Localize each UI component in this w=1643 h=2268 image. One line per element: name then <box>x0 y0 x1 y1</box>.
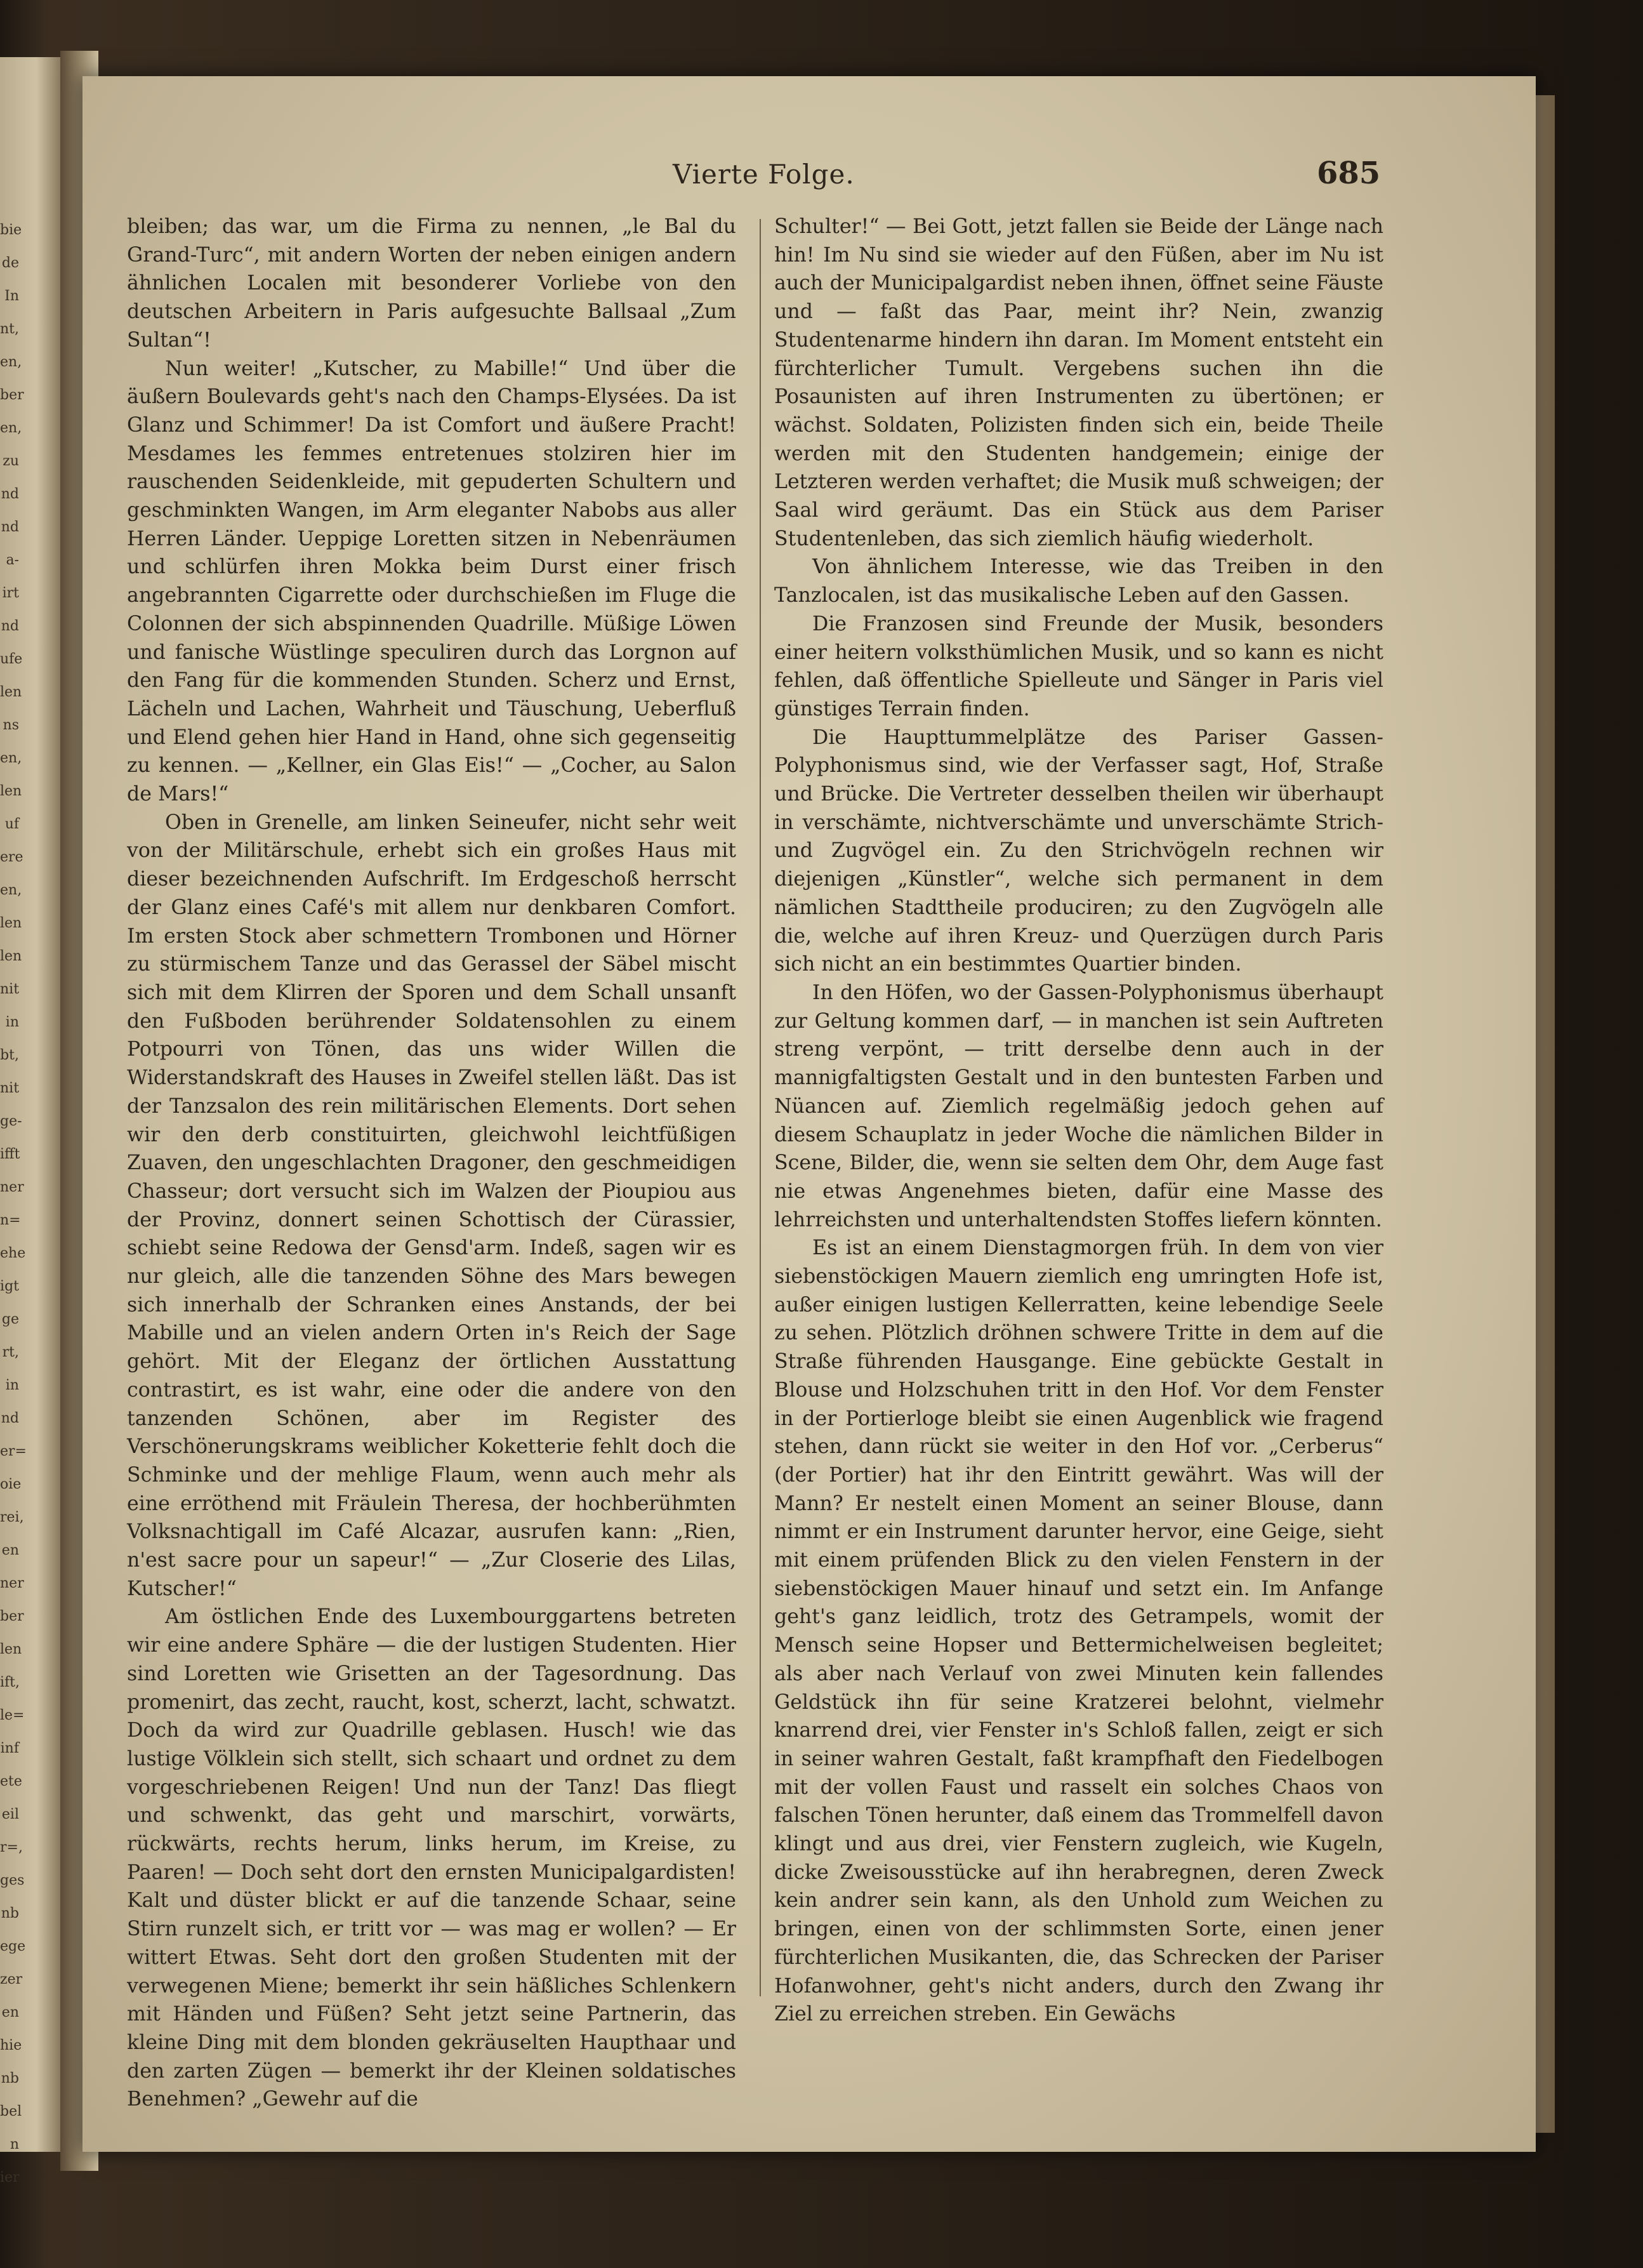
facing-page-fragment: len <box>0 915 22 931</box>
facing-page-fragment: nit <box>0 981 20 997</box>
paragraph: Es ist an einem Dienstagmorgen früh. In dem von vier siebenstöckigen Mauern ziemlich eng umringten Hofe ist, außer einigen lustigen Kellerratten, keine lebendige Seele zu sehen. Plötzlich dröhnen schwere Tritte in dem auf die Straße führenden Hausgange. Eine gebückte Gestalt in Blouse und Holzschuhen tritt in den Hof. Vor dem Fenster in der Portierloge bleibt sie einen Augenblick wie fragend stehen, dann rückt sie weiter in den Hof vor. „Cerberus“ (der Portier) hat ihr den Eintritt gewährt. Was will der Mann? Er nestelt einen Moment an seiner Blouse, dann nimmt er ein Instrument darunter hervor, eine Geige, sieht mit einem prüfenden Blick zu den vielen Fenstern in der siebenstöckigen Mauer hinauf und setzt ein. Im Anfange geht's ganz leidlich, trotz des Getrampels, womit der Mensch seine Hopser und Bettermichelweisen begleitet; als aber nach Verlauf von zwei Minuten kein fallendes Geldstück ihn für seine Kratzerei belohnt, vielmehr knarrend drei, vier Fenster in's Schloß fallen, zeigt er sich in seiner wahren Gestalt, faßt krampfhaft den Fiedelbogen mit der vollen Faust und rasselt ein solches Chaos von falschen Tönen herunter, daß einem das Trommelfell davon klingt und aus drei, vier Fenstern zugleich, wie Kugeln, dicke Zweisousstücke auf ihn herabregnen, deren Zweck kein andrer sein kann, als den Unhold zum Weichen zu bringen, einen von der schlimmsten Sorte, einen jener fürchterlichen Musikanten, die, das Schrecken der Pariser Hofanwohner, geht's nicht anders, durch den Zwang ihr Ziel zu erreichen streben. Ein Gewächs <box>774 1237 1383 2026</box>
paragraph: bleiben; das war, um die Firma zu nennen, „le Bal du Grand-Turc“, mit andern Worten der neben einigen andern ähnlichen Localen mit besonderer Vorliebe von den deutschen Arbeitern in Paris aufgesuchte Ballsaal „Zum Sultan“! <box>127 215 736 352</box>
facing-page-fragment: ege <box>0 1939 26 1954</box>
facing-page-fragment: ber <box>0 387 24 403</box>
facing-page-fragment: ner <box>0 1575 24 1591</box>
paragraph: Von ähnlichem Interesse, wie das Treiben in den Tanzlocalen, ist das musikalische Leben auf den Gassen. <box>774 555 1383 607</box>
facing-page-fragment: nd <box>1 618 19 634</box>
facing-page-fragment: len <box>0 684 22 700</box>
facing-page-fragment: In <box>4 288 19 304</box>
facing-page-fragment: ifft <box>0 1146 20 1162</box>
facing-page-fragment: len <box>0 783 22 799</box>
facing-page-fragment: in <box>5 1377 19 1393</box>
facing-page-fragment: nt, <box>0 321 20 337</box>
facing-page-fragment: oie <box>0 1476 22 1492</box>
page-number: 685 <box>1317 156 1381 191</box>
facing-page-fragment: en <box>1 1542 19 1558</box>
facing-page-fragment: ehe <box>0 1245 26 1261</box>
facing-page-fragment: uf <box>4 816 19 832</box>
facing-page-fragment: nd <box>1 486 19 502</box>
facing-page-fragment: ner <box>0 1179 24 1195</box>
facing-page-fragment: len <box>0 948 22 964</box>
facing-page-fragment: n= <box>0 1212 21 1228</box>
left-text-column <box>127 213 736 2114</box>
facing-page-fragment: bt, <box>0 1047 19 1063</box>
facing-page-fragment: de <box>1 255 19 271</box>
facing-page-fragment: ge <box>1 1311 19 1327</box>
facing-page-fragment: en, <box>0 354 22 370</box>
facing-page-fragment: ufe <box>0 651 23 667</box>
right-text-column <box>774 213 1383 2029</box>
running-head: Vierte Folge. <box>673 159 855 190</box>
facing-page-fragment: ier <box>0 2170 20 2185</box>
facing-page-fragment: ber <box>0 1608 24 1624</box>
facing-page-fragment: hie <box>0 2038 22 2053</box>
facing-page-fragment: rei, <box>0 1509 24 1525</box>
facing-page-fragment: ere <box>0 849 23 865</box>
paragraph: In den Höfen, wo der Gassen-Polyphonismus überhaupt zur Geltung kommen darf, — in manchen ist sein Auftreten streng verpönt, — tritt derselbe denn auch in der mannigfaltigsten Gestalt und in den buntesten Farben und Nüancen auf. Ziemlich regelmäßig jedoch gehen auf diesem Schauplatz in jeder Woche die nämlichen Bilder in Scene, Bilder, die, wenn sie selten dem Ohr, dem Auge fast nie etwas Angenehmes bieten, dafür eine Masse des lehrreichsten und unterhaltendsten Stoffes liefern könnten. <box>774 981 1383 1231</box>
facing-page-fragment: inf <box>0 1741 19 1756</box>
facing-page-fragment: in <box>5 1014 19 1030</box>
facing-page-fragment: le= <box>0 1708 25 1723</box>
facing-page-fragment: ge- <box>0 1113 22 1129</box>
facing-page-fragment: nb <box>1 1906 19 1921</box>
facing-page-fragment: bel <box>0 2104 22 2119</box>
paragraph: Schulter!“ — Bei Gott, jetzt fallen sie Beide der Länge nach hin! Im Nu sind sie wieder auf den Füßen, aber im Nu ist auch der Municipalgardist neben ihnen, öffnet seine Fäuste und — faßt das Paar, meint ihr? Nein, zwanzig Studentenarme hindern ihn daran. Im Moment entsteht ein fürchterlicher Tumult. Vergebens suchen ihn die Posaunisten auf ihren Instrumenten zu übertönen; er wächst. Soldaten, Polizisten finden sich ein, beide Theile werden mit den Studenten handgemein; einige der Letzteren werden verhaftet; die Musik muß schweigen; der Saal wird geräumt. Das ein Stück aus dem Pariser Studentenleben, das sich ziemlich häufig wiederholt. <box>774 215 1383 550</box>
facing-page-edge <box>0 57 60 2185</box>
facing-page-fragment: n <box>10 2137 19 2152</box>
facing-page-fragment: irt <box>2 585 19 601</box>
facing-page-fragment: zer <box>0 1972 23 1987</box>
paragraph: Nun weiter! „Kutscher, zu Mabille!“ Und über die äußern Boulevards geht's nach den Champs-Elysées. Da ist Glanz und Schimmer! Da ist Comfort und äußere Pracht! Mesdames les femmes entretenues stolziren hier im rauschenden Seidenkleide, mit gepuderten Schultern und geschminkten Wangen, im Arm eleganter Nabobs aus aller Herren Länder. Ueppige Loretten sitzen in Nebenräumen und schlürfen ihren Mokka beim Durst einer frisch angebrannten Cigarrette oder durchschießen im Fluge die Colonnen der sich abspinnenden Quadrille. Müßige Löwen und fanische Wüstlinge speculiren durch das Lorgnon auf den Fang für die kommenden Stunden. Scherz und Ernst, Lächeln und Lachen, Wahrheit und Täuschung, Ueberfluß und Elend gehen hier Hand in Hand, ohne sich gegenseitig zu kennen. — „Kellner, ein Glas Eis!“ — „Cocher, au Salon de Mars!“ <box>127 357 736 806</box>
facing-page-fragment: nd <box>1 1410 19 1426</box>
facing-page-fragment: en, <box>0 420 22 436</box>
facing-page-fragment: ift, <box>0 1674 20 1690</box>
facing-page-fragment: igt <box>0 1278 19 1294</box>
paragraph: Am östlichen Ende des Luxembourggartens betreten wir eine andere Sphäre — die der lustigen Studenten. Hier sind Loretten wie Grisetten an der Tagesordnung. Das promenirt, das zecht, raucht, kost, scherzt, lacht, schwatzt. Doch da wird zur Quadrille geblasen. Husch! wie das lustige Völklein sich stellt, sich schaart und ordnet zu dem vorgeschriebenen Reigen! Und nun der Tanz! Das fliegt und schwenkt, das geht und marschirt, vorwärts, rückwärts, rechts herum, links herum, im Kreise, zu Paaren! — Doch seht dort den ernsten Municipalgardisten! Kalt und düster blickt er auf die tanzende Schaar, seine Stirn runzelt sich, er tritt vor — was mag er wollen? — Er wittert Etwas. Seht dort den großen Studenten mit der verwegenen Miene; bemerkt ihr sein häßliches Schlenkern mit Händen und Füßen? Seht jetzt seine Partnerin, das kleine Ding mit dem blonden gekräuselten Haupthaar und den zarten Zügen — bemerkt ihr der Kleinen soldatisches Benehmen? „Gewehr auf die <box>127 1605 736 2111</box>
facing-page-fragment: bie <box>0 222 22 238</box>
facing-page-fragment: ges <box>0 1873 25 1888</box>
column-divider <box>760 219 761 1996</box>
paragraph: Oben in Grenelle, am linken Seineufer, nicht sehr weit von der Militärschule, erhebt sich ein großes Haus mit dieser bezeichnenden Aufschrift. Im Erdgeschoß herrscht der Glanz eines Café's mit allem nur denkbaren Comfort. Im ersten Stock aber schmettern Trombonen und Hörner zu stürmischem Tanze und das Gerassel der Säbel mischt sich mit dem Klirren der Sporen und dem Schall unsanft den Fußboden berührender Soldatensohlen zu einem Potpourri von Tönen, das uns wider Willen die Widerstandskraft des Hauses in Zweifel stellen läßt. Das ist der Tanzsalon des rein militärischen Elements. Dort sehen wir den derb constituirten, gleichwohl leichtfüßigen Zuaven, den ungeschlachten Dragoner, den geschmeidigen Chasseur; dort versucht sich im Walzen der Pioupiou aus der Provinz, donnert seinen Schottisch der Cürassier, schiebt seine Redowa der Gensd'arm. Indeß, sagen wir es nur gleich, alle die tanzenden Söhne des Mars bewegen sich innerhalb der Schranken eines Anstands, der bei Mabille und an vielen andern Orten in's Reich der Sage gehört. Mit der Eleganz der örtlichen Ausstattung contrastirt, es ist wahr, eine oder die andere von den tanzenden Schönen, aber im Register des Verschönerungskrams weiblicher Koketterie fehlt doch die Schminke und der mehlige Flaum, wenn auch mehr als eine erröthend mit Fräulein Theresa, der hochberühmten Volksnachtigall im Café Alcazar, ausrufen kann: „Rien, n'est sacre pour un sapeur!“ — „Zur Closerie des Lilas, Kutscher!“ <box>127 811 736 1600</box>
facing-page-fragment: ns <box>3 717 19 733</box>
facing-page-fragment: nit <box>0 1080 20 1096</box>
facing-page-fragment: rt, <box>2 1344 19 1360</box>
facing-page-fragment: er= <box>0 1443 27 1459</box>
facing-page-fragment: en <box>1 2005 19 2020</box>
facing-page-fragment: len <box>0 1641 22 1657</box>
facing-page-fragment: zu <box>3 453 19 469</box>
paragraph: Die Haupttummelplätze des Pariser Gassen-Polyphonismus sind, wie der Verfasser sagt, Hof, Straße und Brücke. Die Vertreter desselben theilen wir überhaupt in verschämte, nichtverschämte und unverschämte Strich- und Zugvögel ein. Zu den Strichvögeln rechnen wir diejenigen „Künstler“, welche sich permanent in dem nämlichen Stadttheile produciren; zu den Zugvögeln alle die, welche auf ihren Kreuz- und Querzügen durch Paris sich nicht an ein bestimmtes Quartier binden. <box>774 726 1383 976</box>
facing-page-fragment: eil <box>1 1807 19 1822</box>
paragraph: Die Franzosen sind Freunde der Musik, besonders einer heitern volksthümlichen Musik, und so kann es nicht fehlen, daß öffentliche Spielleute und Sänger in Paris viel günstiges Terrain finden. <box>774 612 1383 720</box>
facing-page-fragment: r=, <box>0 1840 23 1855</box>
facing-page-fragment: nd <box>1 519 19 535</box>
facing-page-fragment: a- <box>6 552 19 568</box>
facing-page-fragment: en, <box>0 882 22 898</box>
facing-page-fragment: en, <box>0 750 22 766</box>
facing-page-fragment: ete <box>0 1774 22 1789</box>
facing-page-fragment: nb <box>1 2071 19 2086</box>
